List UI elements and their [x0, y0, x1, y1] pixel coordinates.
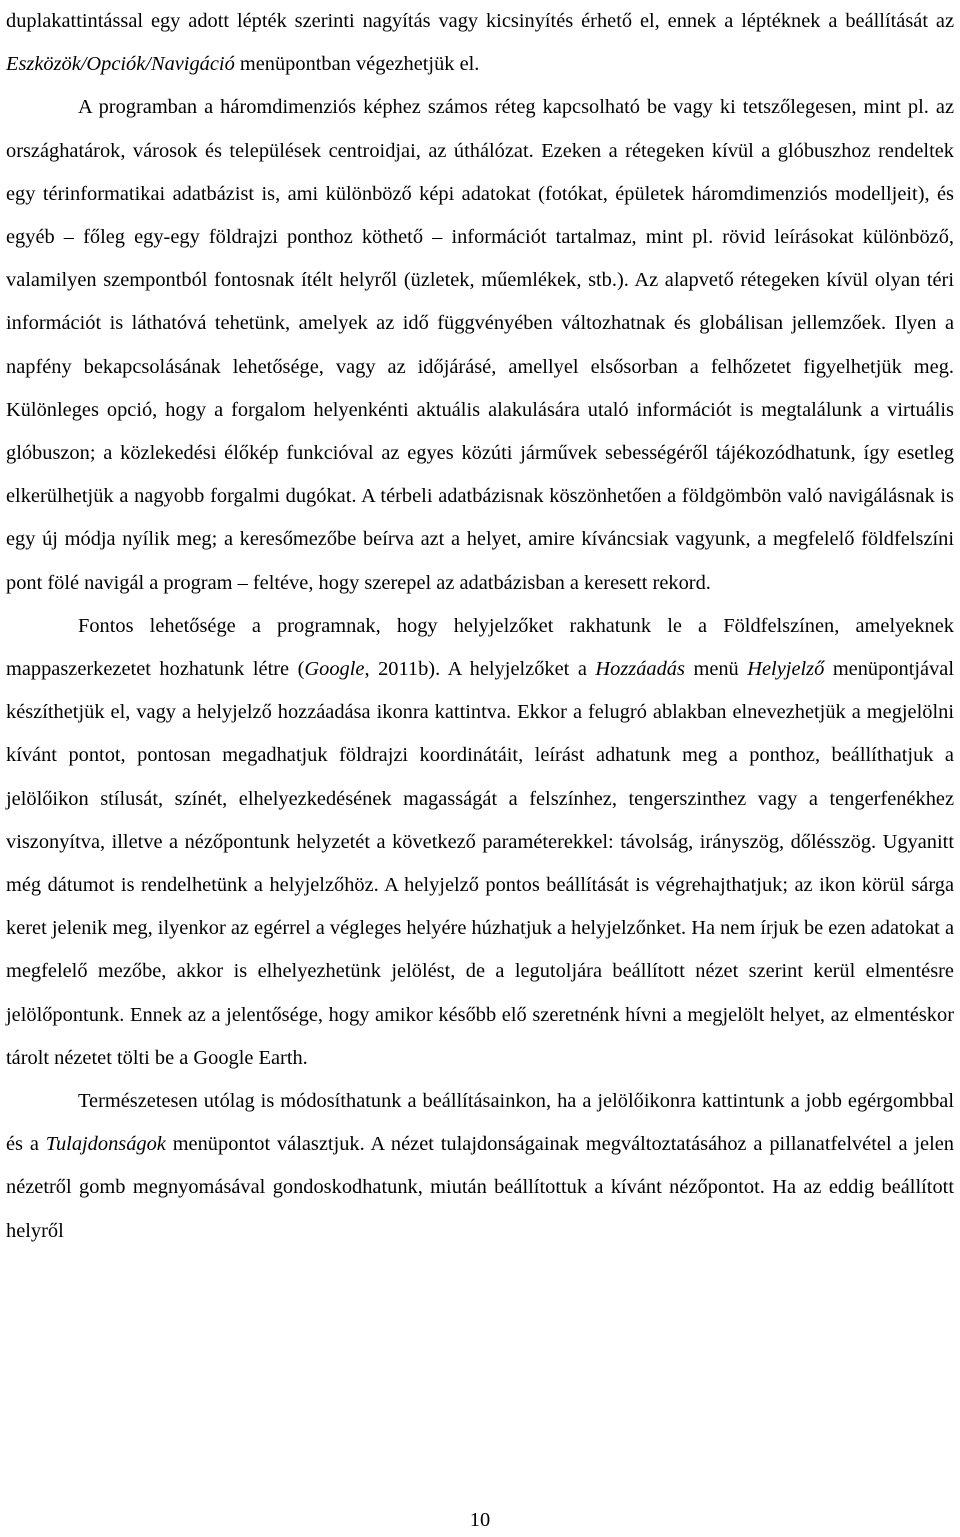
text-run: Természetesen utólag is módosíthatunk a beállításainkon, ha a jelölőikonra kattintunk a jobb egérgombbal és a [6, 1090, 954, 1156]
text-run: menü [684, 658, 748, 681]
page-number: 10 [469, 1509, 491, 1531]
text-run: menüpontjával készíthetjük el, vagy a helyjelző hozzáadása ikonra kattintva. Ekkor a felugró ablakban elnevezhetjük a megjelölni kívánt pontot, pontosan megadhatjuk földrajzi koordinátáit, leírást adhatunk meg a ponthoz, beállíthatjuk a jelölőikon stílusát, színét, elhelyezkedésének magasságát a felszínhez, tengerszinthez vagy a tengerfenékhez viszonyítva, illetve a nézőpontunk helyzetét a következő paraméterekkel: távolság, irányszög, dőlésszög. Ugyanitt még dátumot is rendelhetünk a helyjelzőhöz. A helyjelző pontos beállítását is végrehajthatjuk; az ikon körül sárga keret jelenik meg, ilyenkor az egérrel a végleges helyére húzhatjuk a helyjelzőnket. Ha nem írjuk be ezen adatokat a megfelelő mezőbe, akkor is elhelyezhetünk jelölést, de a legutoljára beállított nézet szerint kerül elmentésre jelölőpontunk. Ennek az a jelentősége, hogy amikor később elő szeretnénk hívni a megjelölt helyet, az elmentéskor tárolt nézetet tölti be a Google Earth. [6, 658, 954, 1069]
italic-term: Helyjelző [747, 658, 825, 681]
document-body [6, 0, 954, 1253]
paragraph-p2 [6, 86, 954, 604]
text-run: , 2011b). A helyjelzőket a [364, 658, 596, 681]
italic-term: Google [304, 658, 365, 681]
paragraph-p1 [6, 0, 954, 86]
paragraph-p4 [6, 1080, 954, 1253]
italic-term: Tulajdonságok [45, 1133, 166, 1156]
paragraph-p3 [6, 605, 954, 1080]
italic-term: Eszközök/Opciók/Navigáció [6, 53, 235, 76]
text-run: duplakattintással egy adott lépték szerinti nagyítás vagy kicsinyítés érhető el, ennek a léptéknek a beállítását az [6, 10, 954, 32]
text-run: A programban a háromdimenziós képhez számos réteg kapcsolható be vagy ki tetszőlegesen, mint pl. az országhatárok, városok és települések centroidjai, az úthálózat. Ezeken a rétegeken kívül a glóbuszhoz rendeltek egy térinformatikai adatbázist is, ami különböző képi adatokat (fotókat, épületek háromdimenziós modelljeit), és egyéb – főleg egy-egy földrajzi ponthoz köthető – információt tartalmaz, mint pl. rövid leírásokat különböző, valamilyen szempontból fontosnak ítélt helyről (üzletek, műemlékek, stb.). Az alapvető rétegeken kívül olyan téri információt is láthatóvá tehetünk, amelyek az idő függvényében változhatnak és globálisan jellemzőek. Ilyen a napfény bekapcsolásának lehetősége, vagy az időjárásé, amellyel elsősorban a felhőzetet figyelhetjük meg. Különleges opció, hogy a forgalom helyenkénti aktuális alakulására utaló információt is megtalálunk a virtuális glóbuszon; a közlekedési élőkép funkcióval az egyes közúti járművek sebességéről tájékozódhatunk, így esetleg elkerülhetjük a nagyobb forgalmi dugókat. A térbeli adatbázisnak köszönhetően a földgömbön való navigálásnak is egy új módja nyílik meg; a keresőmezőbe beírva azt a helyet, amire kíváncsiak vagyunk, a megfelelő földfelszíni pont fölé navigál a program – feltéve, hogy szerepel az adatbázisban a keresett rekord. [6, 96, 954, 594]
text-run: Fontos lehetősége a programnak, hogy helyjelzőket rakhatunk le a Földfelszínen, amelyeknek mappaszerkezetet hozhatunk létre ( [6, 614, 954, 681]
text-run: menüpontot választjuk. A nézet tulajdonságainak megváltoztatásához a pillanatfelvétel a jelen nézetről gomb megnyomásával gondoskodhatunk, miután beállítottuk a kívánt nézőpontot. Ha az eddig beállított helyről [6, 1133, 954, 1242]
italic-term: Hozzáadás [595, 658, 685, 681]
text-run: menüpontban végezhetjük el. [234, 53, 480, 76]
